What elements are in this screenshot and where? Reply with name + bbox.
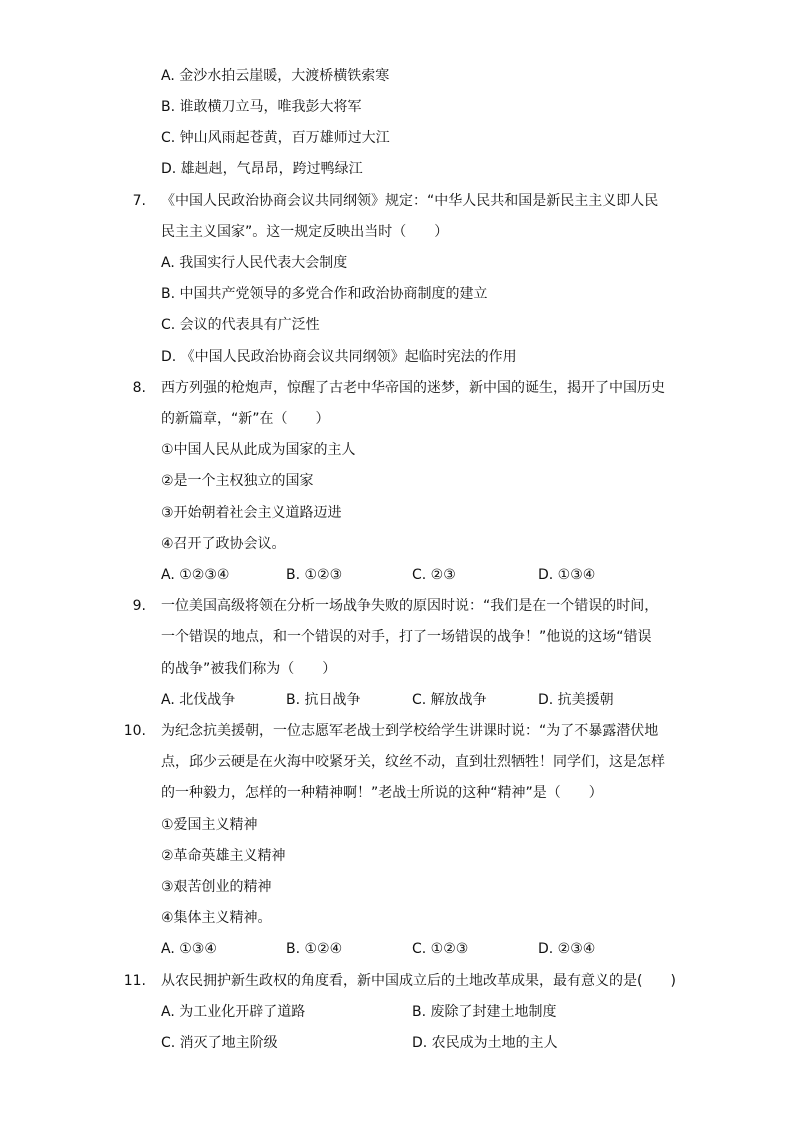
q8-option-a[interactable]: A. ①②③④	[161, 567, 230, 583]
q8-option-d[interactable]: D. ①③④	[538, 567, 596, 583]
q9-stem-line-1: 一位美国高级将领在分析一场战争失败的原因时说：“我们是在一个错误的时间，	[161, 598, 659, 614]
q10-option-d[interactable]: D. ②③④	[538, 941, 596, 957]
q8-stem-line-1: 西方列强的枪炮声，惊醒了古老中华帝国的迷梦，新中国的诞生，揭开了中国历史	[161, 380, 665, 396]
q11-number: 11.	[123, 973, 146, 989]
q9-stem-line-3: 的战争”被我们称为（ ）	[161, 661, 337, 677]
q7-option-a[interactable]: A. 我国实行人民代表大会制度	[161, 255, 348, 271]
q11-option-a[interactable]: A. 为工业化开辟了道路	[161, 1004, 306, 1020]
q9-number: 9.	[132, 598, 146, 614]
q10-number: 10.	[123, 723, 146, 739]
q10-item-1: ①爱国主义精神	[161, 817, 258, 833]
q10-option-c[interactable]: C. ①②③	[412, 941, 469, 957]
q6-option-d[interactable]: D. 雄赳赳，气昂昂，跨过鸭绿江	[161, 161, 363, 177]
q8-stem-line-2: 的新篇章，“新”在（ ）	[161, 411, 330, 427]
q8-item-3: ③开始朝着社会主义道路迈进	[161, 505, 342, 521]
q10-option-a[interactable]: A. ①③④	[161, 941, 217, 957]
q7-stem-line-2: 民主主义国家”。这一规定反映出当时（ ）	[161, 224, 449, 240]
q9-option-c[interactable]: C. 解放战争	[412, 692, 487, 708]
q11-stem-line-1: 从农民拥护新生政权的角度看，新中国成立后的土地改革成果，最有意义的是( )	[161, 973, 676, 989]
q7-option-c[interactable]: C. 会议的代表具有广泛性	[161, 317, 320, 333]
q10-stem-line-1: 为纪念抗美援朝，一位志愿军老战士到学校给学生讲课时说：“为了不暴露潜伏地	[161, 723, 659, 739]
q8-option-c[interactable]: C. ②③	[412, 567, 456, 583]
q10-stem-line-3: 的一种毅力，怎样的一种精神啊！”老战士所说的这种“精神”是（ ）	[161, 785, 603, 801]
q11-option-d[interactable]: D. 农民成为土地的主人	[412, 1035, 558, 1051]
q9-option-a[interactable]: A. 北伐战争	[161, 692, 236, 708]
q11-option-c[interactable]: C. 消灭了地主阶级	[161, 1035, 278, 1051]
q10-item-3: ③艰苦创业的精神	[161, 879, 272, 895]
q8-option-b[interactable]: B. ①②③	[286, 567, 343, 583]
q10-item-2: ②革命英雄主义精神	[161, 848, 286, 864]
q9-option-b[interactable]: B. 抗日战争	[286, 692, 361, 708]
q10-item-4: ④集体主义精神。	[161, 910, 272, 926]
q7-option-d[interactable]: D. 《中国人民政治协商会议共同纲领》起临时宪法的作用	[161, 349, 517, 365]
q7-number: 7.	[132, 193, 146, 209]
q11-option-b[interactable]: B. 废除了封建土地制度	[412, 1004, 557, 1020]
q6-option-a[interactable]: A. 金沙水拍云崖暖，大渡桥横铁索寒	[161, 68, 390, 84]
q7-stem-line-1: 《中国人民政治协商会议共同纲领》规定：“中华人民共和国是新民主主义即人民	[161, 193, 659, 209]
q6-option-c[interactable]: C. 钟山风雨起苍黄，百万雄师过大江	[161, 130, 390, 146]
q6-option-b[interactable]: B. 谁敢横刀立马，唯我彭大将军	[161, 99, 362, 115]
q10-option-b[interactable]: B. ①②④	[286, 941, 343, 957]
q9-option-d[interactable]: D. 抗美援朝	[538, 692, 614, 708]
q8-number: 8.	[132, 380, 146, 396]
q8-item-2: ②是一个主权独立的国家	[161, 473, 314, 489]
q8-item-4: ④召开了政协会议。	[161, 536, 286, 552]
q7-option-b[interactable]: B. 中国共产党领导的多党合作和政治协商制度的建立	[161, 286, 488, 302]
q10-stem-line-2: 点，邱少云硬是在火海中咬紧牙关，纹丝不动，直到壮烈牺牲！同学们，这是怎样	[161, 754, 665, 770]
q9-stem-line-2: 一个错误的地点，和一个错误的对手，打了一场错误的战争！”他说的这场“错误	[161, 629, 652, 645]
q8-item-1: ①中国人民从此成为国家的主人	[161, 442, 356, 458]
